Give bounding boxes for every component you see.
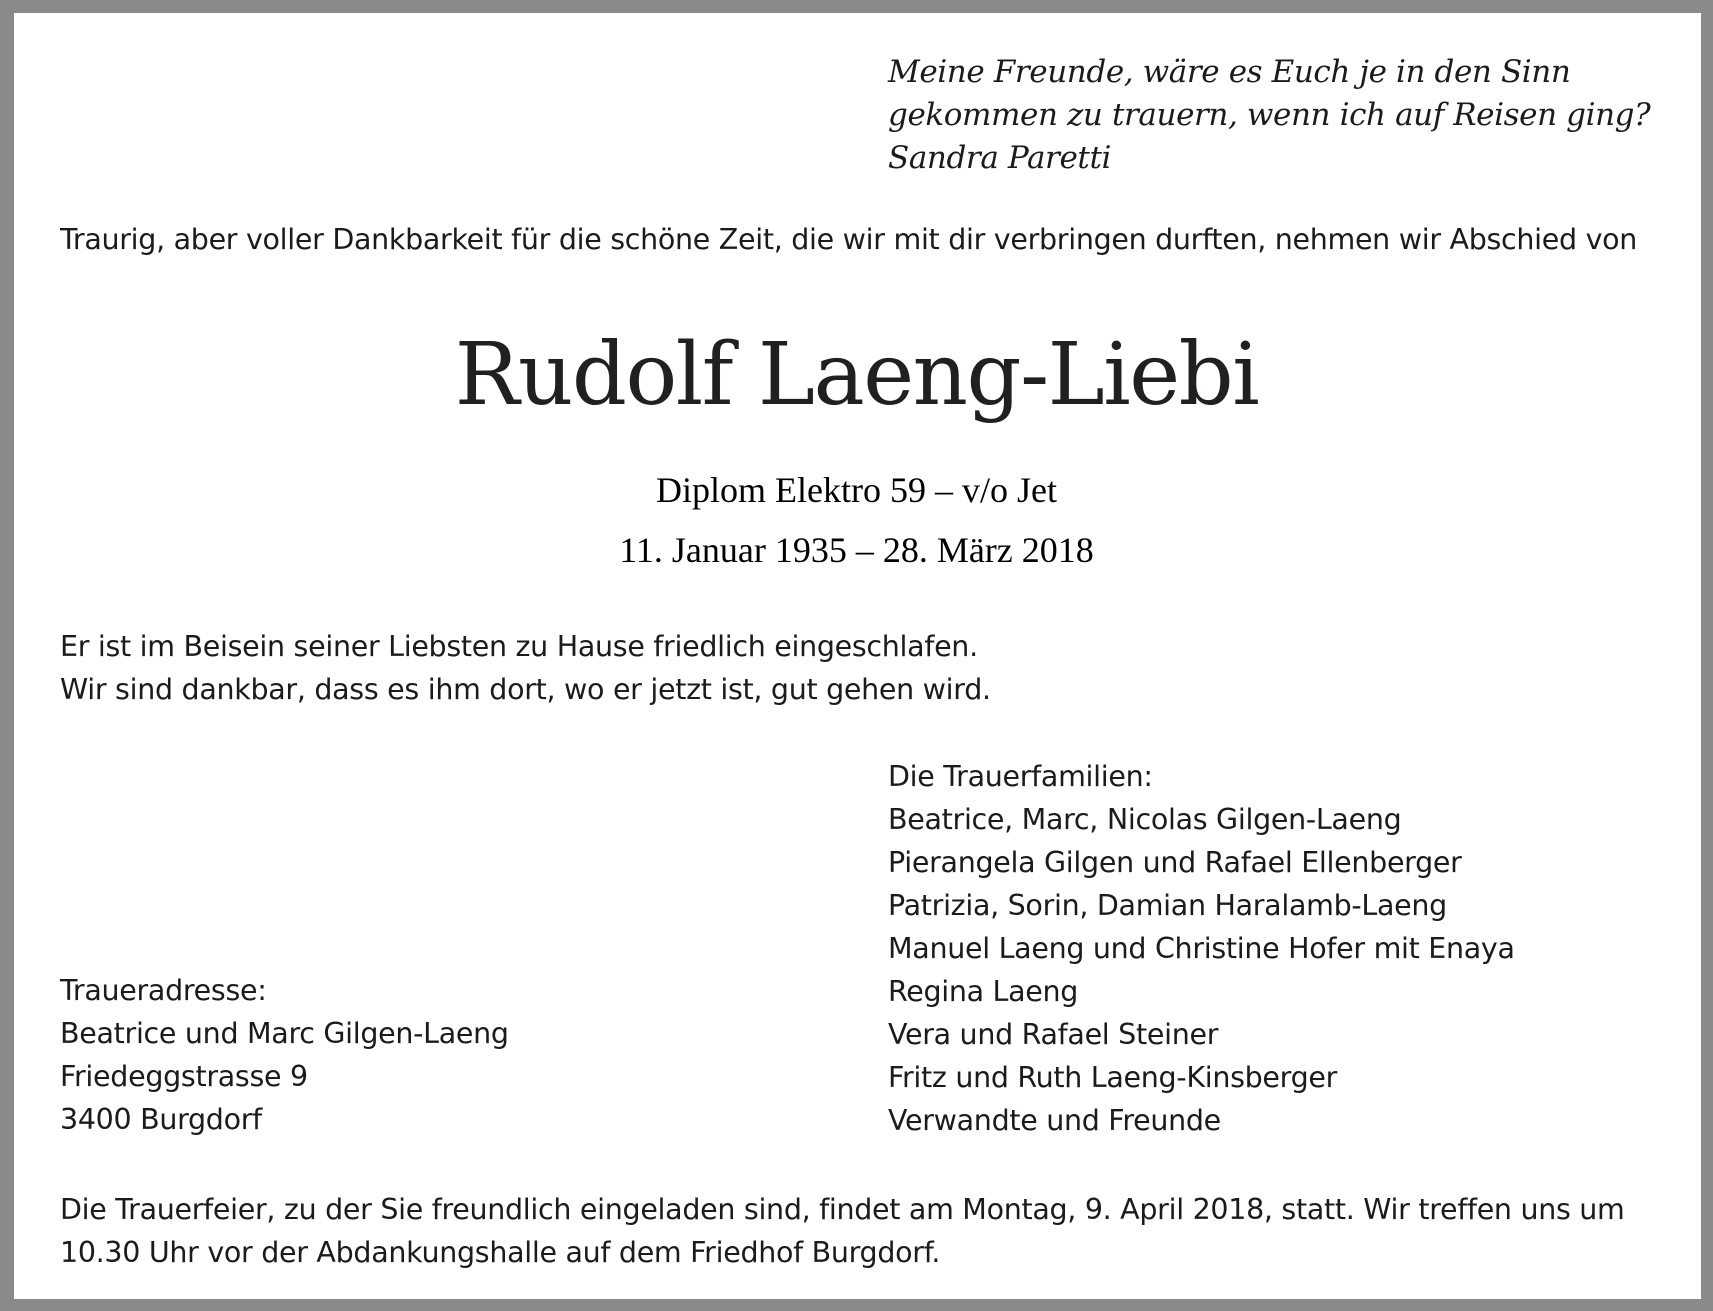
- family-member: Vera und Rafael Steiner: [888, 1018, 1219, 1051]
- message-line-1: Er ist im Beisein seiner Liebsten zu Hause friedlich eingeschlafen.: [60, 630, 978, 663]
- family-member: Regina Laeng: [888, 975, 1079, 1008]
- life-dates: 11. Januar 1935 – 28. März 2018: [619, 530, 1094, 570]
- intro-text: Traurig, aber voller Dankbarkeit für die schöne Zeit, die wir mit dir verbringen durften, nehmen wir Abschied von: [60, 223, 1638, 256]
- family-member: Pierangela Gilgen und Rafael Ellenberger: [888, 846, 1462, 879]
- obituary-notice: [14, 13, 1701, 1299]
- message-line-2: Wir sind dankbar, dass es ihm dort, wo er jetzt ist, gut gehen wird.: [60, 673, 991, 706]
- address-line-2: Friedeggstrasse 9: [60, 1060, 308, 1093]
- quote-line-2: gekommen zu trauern, wenn ich auf Reisen ging?: [888, 97, 1651, 133]
- address-line-1: Beatrice und Marc Gilgen-Laeng: [60, 1017, 509, 1050]
- mourning-address: [60, 969, 820, 1141]
- deceased-degree: Diplom Elektro 59 – v/o Jet: [656, 470, 1057, 510]
- family-member: Fritz und Ruth Laeng-Kinsberger: [888, 1061, 1338, 1094]
- family-member: Manuel Laeng und Christine Hofer mit Enaya: [888, 932, 1515, 965]
- quote-line-1: Meine Freunde, wäre es Euch je in den Sinn: [888, 54, 1571, 90]
- quote-author: Sandra Paretti: [888, 140, 1112, 176]
- family-member: Patrizia, Sorin, Damian Haralamb-Laeng: [888, 889, 1447, 922]
- funeral-service-text: Die Trauerfeier, zu der Sie freundlich eingeladen sind, findet am Montag, 9. April 2018, statt. Wir treffen uns um 10.30 Uhr vor der Abdankungshalle auf dem Friedhof Burgdorf.: [60, 1193, 1625, 1269]
- deceased-name: Rudolf Laeng-Liebi: [454, 325, 1259, 425]
- families-heading: Die Trauerfamilien:: [888, 760, 1153, 793]
- mourning-families: [888, 755, 1688, 1142]
- address-heading: Traueradresse:: [60, 974, 267, 1007]
- closing-message: [60, 625, 1660, 711]
- family-member: Verwandte und Freunde: [888, 1104, 1221, 1137]
- address-line-3: 3400 Burgdorf: [60, 1103, 262, 1136]
- family-member: Beatrice, Marc, Nicolas Gilgen-Laeng: [888, 803, 1402, 836]
- epigraph-quote: [888, 51, 1651, 180]
